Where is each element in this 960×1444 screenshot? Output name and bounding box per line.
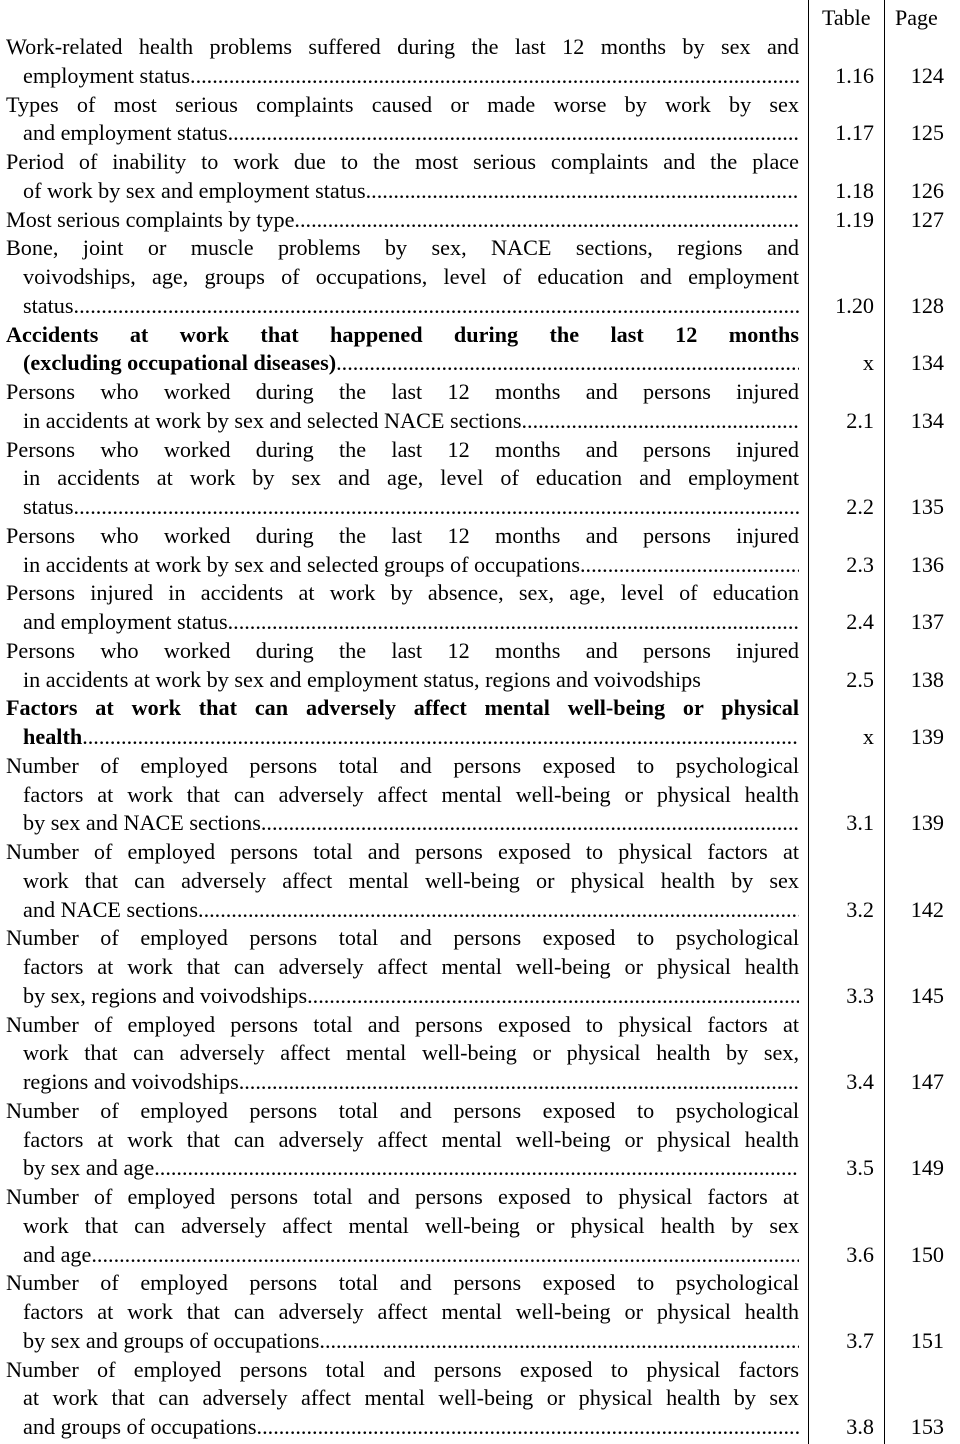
- toc-entry-continuation-line: [0, 1212, 960, 1241]
- toc-entry-text: Most serious complaints by type: [6, 206, 295, 232]
- toc-entry-title-line: [0, 206, 960, 235]
- toc-entry-continuation-line: [0, 1126, 960, 1155]
- page-number: 126: [910, 177, 944, 203]
- toc-entry-text: in accidents at work by sex and selected NACE sections: [23, 407, 522, 433]
- table-number: 3.7: [846, 1327, 874, 1353]
- toc-entry-continuation-line: [0, 493, 960, 522]
- toc-entry-title-line: [0, 924, 960, 953]
- toc-entry[interactable]: [0, 148, 960, 206]
- toc-entry-title-line: [0, 522, 960, 551]
- toc-entry-continuation-line: [0, 62, 960, 91]
- page-number: 124: [910, 62, 944, 88]
- toc-entry-text: (excluding occupational diseases): [23, 350, 337, 376]
- table-number: 2.4: [846, 609, 874, 634]
- toc-entry-text: work that can adversely affect mental well-being or physical health by sex: [23, 1212, 799, 1238]
- toc-entry-text: and NACE sections: [23, 896, 199, 922]
- toc-entry-title-line: [0, 378, 960, 407]
- page-number: 127: [910, 206, 944, 232]
- page-number: 151: [910, 1327, 944, 1353]
- dot-leader: [366, 178, 799, 203]
- page-number: 125: [910, 120, 944, 146]
- toc-entry-text: Work-related health problems suffered during the last 12 months by sex and: [6, 34, 799, 59]
- toc-entry-text: Persons who worked during the last 12 months and persons injured: [6, 436, 799, 462]
- toc-entry-text: Number of employed persons total and persons exposed to physical factors at: [6, 839, 799, 864]
- toc-entry-text: Number of employed persons total and persons exposed to psychological: [6, 1097, 799, 1123]
- toc-entry-text: in accidents at work by sex and age, level of education and employment: [23, 465, 799, 491]
- dot-leader: [198, 897, 799, 922]
- table-number: 3.6: [846, 1241, 874, 1267]
- toc-entry-text: Factors at work that can adversely affect mental well-being or physical: [6, 695, 799, 721]
- toc-entry-continuation-line: [0, 1413, 960, 1442]
- toc-entry-text: Number of employed persons total and persons exposed to psychological: [6, 1270, 799, 1296]
- toc-entry-continuation-line: [0, 464, 960, 493]
- toc-entry-title-line: [0, 1011, 960, 1040]
- toc-entry-continuation-line: [0, 1154, 960, 1183]
- toc-entry-text: Number of employed persons total and persons exposed to physical factors at: [6, 1184, 799, 1209]
- toc-entry-continuation-line: [0, 781, 960, 810]
- table-number: 2.2: [846, 494, 874, 519]
- toc-entry-text: and groups of occupations: [23, 1414, 257, 1439]
- toc-entry-title-line: [0, 694, 960, 723]
- table-number: 2.5: [846, 666, 874, 692]
- dot-leader: [261, 810, 799, 835]
- toc-entry-text: at work that can adversely affect mental well-being or physical health by sex: [23, 1385, 799, 1411]
- toc-entry-continuation-line: [0, 119, 960, 148]
- toc-entry-text: Persons who worked during the last 12 months and persons injured: [6, 522, 799, 548]
- toc-entry-title-line: [0, 33, 960, 62]
- toc-entry-text: voivodships, age, groups of occupations, level of education and employment: [23, 264, 799, 289]
- toc-entry-continuation-line: [0, 551, 960, 580]
- dot-leader: [154, 1155, 799, 1180]
- dot-leader: [319, 1328, 799, 1353]
- toc-entry-text: and age: [23, 1241, 92, 1267]
- toc-entry-text: by sex and age: [23, 1155, 155, 1181]
- toc-entry-title-line: [0, 752, 960, 781]
- page-number: 136: [910, 551, 944, 577]
- page-column-header: Page: [895, 5, 938, 30]
- dot-leader: [228, 120, 799, 145]
- dot-leader: [336, 350, 799, 375]
- toc-entry-title-line: [0, 1356, 960, 1385]
- toc-entry-text: status: [23, 494, 74, 519]
- dot-leader: [521, 408, 799, 433]
- toc-entry-continuation-line: [0, 896, 960, 925]
- toc-entry-title-line: [0, 148, 960, 177]
- dot-leader: [294, 207, 799, 232]
- toc-entry-title-line: [0, 838, 960, 867]
- dot-leader: [580, 552, 799, 577]
- toc-entry-title-line: [0, 1183, 960, 1212]
- toc-entry-continuation-line: [0, 666, 960, 695]
- toc-entry-continuation-line: [0, 867, 960, 896]
- dot-leader: [74, 293, 799, 318]
- toc-entry[interactable]: [0, 924, 960, 1010]
- toc-entry-title-line: [0, 234, 960, 263]
- toc-entry-text: Types of most serious complaints caused or made worse by work by sex: [6, 91, 799, 117]
- table-number: 3.3: [846, 982, 874, 1008]
- toc-entry-text: in accidents at work by sex and employment status, regions and voivodships: [23, 666, 701, 692]
- toc-entry[interactable]: [0, 33, 960, 91]
- page-number: 137: [910, 609, 944, 634]
- toc-entry-text: factors at work that can adversely affect mental well-being or physical health: [23, 781, 799, 807]
- toc-entry-text: work that can adversely affect mental well-being or physical health by sex: [23, 867, 799, 893]
- page-number: 128: [910, 292, 944, 318]
- table-number: 3.4: [846, 1069, 874, 1094]
- toc-entry-text: health: [23, 724, 83, 749]
- page-number: 135: [910, 494, 944, 519]
- toc-entry-title-line: [0, 637, 960, 666]
- toc-entry[interactable]: [0, 206, 960, 235]
- table-number: x: [862, 350, 874, 376]
- toc-entry[interactable]: [0, 1011, 960, 1097]
- toc-entry[interactable]: [0, 1356, 960, 1442]
- toc-entry[interactable]: [0, 91, 960, 149]
- toc-entry-continuation-line: [0, 1298, 960, 1327]
- table-number: 1.19: [835, 206, 874, 232]
- toc-entry[interactable]: [0, 579, 960, 637]
- toc-entry[interactable]: [0, 838, 960, 924]
- table-column-header: Table: [822, 5, 871, 30]
- page-number: 153: [910, 1414, 944, 1439]
- toc-entry-title-line: [0, 91, 960, 120]
- page-number: 139: [910, 724, 944, 749]
- toc-entry-continuation-line: [0, 1039, 960, 1068]
- toc-entry-text: status: [23, 292, 74, 318]
- page-number: 150: [910, 1241, 944, 1267]
- toc-entry[interactable]: [0, 1097, 960, 1183]
- page-number: 147: [910, 1069, 944, 1094]
- toc-entry[interactable]: [0, 1269, 960, 1355]
- toc-entry-text: Period of inability to work due to the most serious complaints and the place: [6, 149, 799, 174]
- toc-entry-text: Persons who worked during the last 12 months and persons injured: [6, 379, 799, 404]
- toc-entry-title-line: [0, 321, 960, 350]
- toc-entry-continuation-line: [0, 177, 960, 206]
- toc-entry-text: Persons injured in accidents at work by absence, sex, age, level of education: [6, 580, 799, 606]
- toc-entry-continuation-line: [0, 263, 960, 292]
- toc-entry-title-line: [0, 436, 960, 465]
- toc-entry-text: and employment status: [23, 120, 228, 146]
- toc-entry-text: employment status: [23, 62, 191, 88]
- dot-leader: [257, 1414, 799, 1439]
- toc-entry-title-line: [0, 1097, 960, 1126]
- toc-entry-text: Number of employed persons total and persons exposed to physical factors at: [6, 1011, 799, 1037]
- table-number: x: [862, 724, 874, 749]
- toc-entry-text: and employment status: [23, 609, 228, 634]
- dot-leader: [307, 983, 799, 1008]
- toc-entry-continuation-line: [0, 349, 960, 378]
- toc-entry-continuation-line: [0, 1241, 960, 1270]
- toc-entry-continuation-line: [0, 723, 960, 752]
- toc-entry-text: by sex and groups of occupations: [23, 1327, 320, 1353]
- page-number: 145: [910, 982, 944, 1008]
- table-number: 1.20: [835, 292, 874, 318]
- dot-leader: [190, 63, 799, 88]
- toc-entry[interactable]: [0, 378, 960, 436]
- toc-entry-continuation-line: [0, 1068, 960, 1097]
- toc-entry-text: Number of employed persons total and persons exposed to psychological: [6, 925, 799, 951]
- dot-leader: [91, 1242, 799, 1267]
- toc-entry-text: Number of employed persons total and persons exposed to physical factors: [6, 1356, 799, 1382]
- toc-entry-text: by sex and NACE sections: [23, 810, 261, 836]
- page-number: 134: [910, 350, 944, 376]
- toc-entry-text: Bone, joint or muscle problems by sex, NACE sections, regions and: [6, 235, 799, 261]
- toc-entry-title-line: [0, 1269, 960, 1298]
- toc-entry-continuation-line: [0, 953, 960, 982]
- page-number: 139: [910, 810, 944, 836]
- toc-entry-continuation-line: [0, 809, 960, 838]
- toc-entry-title-line: [0, 579, 960, 608]
- table-number: 3.5: [846, 1155, 874, 1181]
- toc-entry[interactable]: [0, 436, 960, 522]
- toc-entry[interactable]: [0, 234, 960, 320]
- table-number: 3.2: [846, 896, 874, 922]
- table-number: 3.8: [846, 1414, 874, 1439]
- dot-leader: [228, 609, 799, 634]
- toc-entry[interactable]: [0, 694, 960, 752]
- toc-entry[interactable]: [0, 321, 960, 379]
- toc-entry-text: Accidents at work that happened during the last 12 months: [6, 321, 799, 347]
- table-of-contents: [0, 33, 960, 1442]
- toc-entry-text: by sex, regions and voivodships: [23, 982, 308, 1008]
- toc-entry-continuation-line: [0, 407, 960, 436]
- dot-leader: [74, 494, 799, 519]
- toc-entry-text: factors at work that can adversely affect mental well-being or physical health: [23, 954, 799, 979]
- dot-leader: [239, 1069, 799, 1094]
- toc-entry-text: in accidents at work by sex and selected groups of occupations: [23, 551, 580, 577]
- page-number: 138: [910, 666, 944, 692]
- table-number: 3.1: [846, 810, 874, 836]
- dot-leader: [82, 724, 799, 749]
- toc-entry-text: Persons who worked during the last 12 months and persons injured: [6, 637, 799, 663]
- toc-entry-continuation-line: [0, 292, 960, 321]
- toc-entry-text: of work by sex and employment status: [23, 177, 366, 203]
- page-number: 142: [910, 896, 944, 922]
- table-number: 2.1: [846, 407, 874, 433]
- toc-entry[interactable]: [0, 1183, 960, 1269]
- toc-entry-continuation-line: [0, 608, 960, 637]
- table-number: 1.18: [835, 177, 874, 203]
- table-number: 1.17: [835, 120, 874, 146]
- table-number: 2.3: [846, 551, 874, 577]
- toc-entry-continuation-line: [0, 1384, 960, 1413]
- page-number: 134: [910, 407, 944, 433]
- toc-entry-text: factors at work that can adversely affect mental well-being or physical health: [23, 1126, 799, 1152]
- toc-entry-text: regions and voivodships: [23, 1069, 239, 1094]
- toc-entry-text: factors at work that can adversely affect mental well-being or physical health: [23, 1299, 799, 1324]
- table-number: 1.16: [835, 62, 874, 88]
- page-number: 149: [910, 1155, 944, 1181]
- toc-entry-continuation-line: [0, 982, 960, 1011]
- toc-entry-continuation-line: [0, 1327, 960, 1356]
- toc-entry-text: work that can adversely affect mental well-being or physical health by sex,: [23, 1040, 799, 1066]
- toc-entry[interactable]: [0, 752, 960, 838]
- toc-entry-text: Number of employed persons total and persons exposed to psychological: [6, 752, 799, 778]
- toc-entry[interactable]: [0, 522, 960, 580]
- toc-entry[interactable]: [0, 637, 960, 695]
